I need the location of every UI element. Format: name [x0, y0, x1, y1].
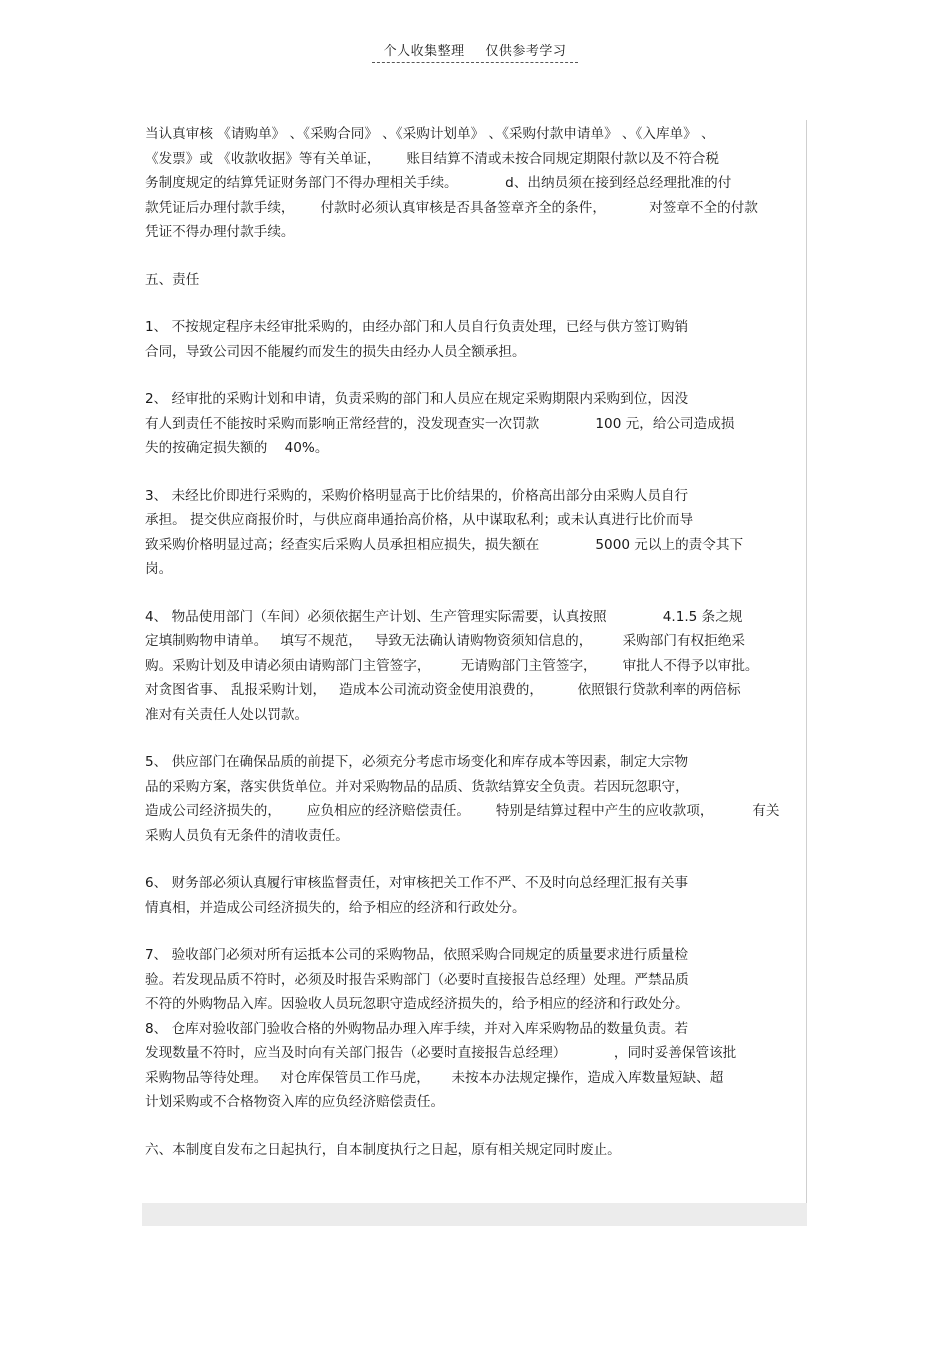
paragraph	[145, 1017, 805, 1115]
paragraph	[145, 1138, 805, 1163]
paragraph-line: 1、 不按规定程序未经审批采购的，由经办部门和人员自行负责处理，已经与供方签订购销	[145, 319, 689, 335]
paragraph-line: 合同，导致公司因不能履约而发生的损失由经办人员全额承担。	[145, 343, 526, 360]
paragraph-line: 失的按确定损失额的 40%。	[145, 440, 329, 456]
paragraph-line: 5、 供应部门在确保品质的前提下，必须充分考虑市场变化和库存成本等因素，制定大宗物	[145, 754, 689, 770]
paragraph-line: 不符的外购物品入库。因验收人员玩忽职守造成经济损失的，给予相应的经济和行政处分。	[145, 996, 689, 1012]
paragraph-line: 准对有关责任人处以罚款。	[145, 706, 309, 723]
paragraph-line: 定填制购物申请单。 填写不规范， 导致无法确认请购物资须知信息的， 采购部门有权拒绝采	[145, 633, 745, 649]
paragraph-line: 五、责任	[145, 271, 200, 288]
paragraph	[145, 871, 805, 920]
paragraph	[145, 268, 805, 293]
paragraph-line: 4、 物品使用部门（车间）必须依据生产计划、生产管理实际需要，认真按照 4.1.5 条之规	[145, 608, 743, 625]
paragraph-line: 品的采购方案，落实供货单位。并对采购物品的品质、货款结算安全负责。若因玩忽职守，	[145, 778, 689, 795]
paragraph-line: 采购人员负有无条件的清收责任。	[145, 827, 349, 844]
paragraph-line: 采购物品等待处理。 对仓库保管员工作马虎， 未按本办法规定操作，造成入库数量短缺、超	[145, 1069, 724, 1086]
paragraph-line: 致采购价格明显过高；经查实后采购人员承担相应损失，损失额在 5000 元以上的责令其下	[145, 536, 744, 553]
paragraph-line: 7、 验收部门必须对所有运抵本公司的采购物品，依照采购合同规定的质量要求进行质量检	[145, 947, 689, 963]
paragraph	[145, 750, 805, 848]
paragraph-line: 有人到责任不能按时采购而影响正常经营的，没发现查实一次罚款 100 元，给公司造成损	[145, 415, 735, 432]
paragraph-line: 3、 未经比价即进行采购的，采购价格明显高于比价结果的，价格高出部分由采购人员自行	[145, 487, 689, 504]
header-left: 个人收集整理	[383, 44, 465, 59]
paragraph	[145, 315, 805, 364]
paragraph-line: 计划采购或不合格物资入库的应负经济赔偿责任。	[145, 1094, 445, 1110]
bottom-band	[142, 1203, 807, 1226]
paragraph	[145, 605, 805, 728]
paragraph-line: 承担。 提交供应商报价时，与供应商串通抬高价格，从中谋取私利；或未认真进行比价而导	[145, 512, 694, 528]
header-right: 仅供参考学习	[485, 44, 567, 59]
paragraph-line: 对贪图省事、 乱报采购计划， 造成本公司流动资金使用浪费的， 依照银行贷款利率的两倍标	[145, 682, 741, 698]
paragraph-line: 款凭证后办理付款手续， 付款时必须认真审核是否具备签章齐全的条件， 对签章不全的付款	[145, 199, 758, 216]
paragraph-line: 务制度规定的结算凭证财务部门不得办理相关手续。 d、出纳员须在接到经总经理批准的付	[145, 175, 732, 191]
paragraph-line: 8、 仓库对验收部门验收合格的外购物品办理入库手续，并对入库采购物品的数量负责。若	[145, 1020, 689, 1037]
paragraph-line: 六、本制度自发布之日起执行，自本制度执行之日起，原有相关规定同时废止。	[145, 1141, 621, 1158]
paragraph-line: 6、 财务部必须认真履行审核监督责任，对审核把关工作不严、不及时向总经理汇报有关事	[145, 875, 689, 891]
paragraph	[145, 943, 805, 1017]
paragraph-line: 情真相，并造成公司经济损失的，给予相应的经济和行政处分。	[145, 899, 526, 916]
paragraph-line: 验。若发现品质不符时，必须及时报告采购部门（必要时直接报告总经理）处理。严禁品质	[145, 971, 689, 988]
paragraph	[145, 484, 805, 582]
paragraph-line: 发现数量不符时，应当及时向有关部门报告（必要时直接报告总经理） ，同时妥善保管该批	[145, 1045, 737, 1061]
paragraph-line: 造成公司经济损失的， 应负相应的经济赔偿责任。 特别是结算过程中产生的应收款项， 有关	[145, 803, 780, 819]
header-text	[372, 40, 579, 63]
paragraph	[145, 122, 805, 245]
paragraph-line: 凭证不得办理付款手续。	[145, 224, 295, 240]
paragraph-line: 岗。	[145, 561, 173, 577]
paragraph-line: 购。采购计划及申请必须由请购部门主管签字， 无请购部门主管签字， 审批人不得予以审批。	[145, 657, 759, 674]
paragraph-line: 当认真审核 《请购单》 、《采购合同》 、《采购计划单》 、《采购付款申请单》 、《入库单》 、	[145, 126, 715, 142]
page-header	[0, 40, 950, 63]
paragraph-line: 《发票》或 《收款收据》等有关单证， 账目结算不清或未按合同规定期限付款以及不符合税	[145, 150, 719, 167]
document-body	[145, 122, 805, 1162]
paragraph-line: 2、 经审批的采购计划和申请，负责采购的部门和人员应在规定采购期限内采购到位，因没	[145, 391, 689, 407]
paragraph	[145, 387, 805, 461]
